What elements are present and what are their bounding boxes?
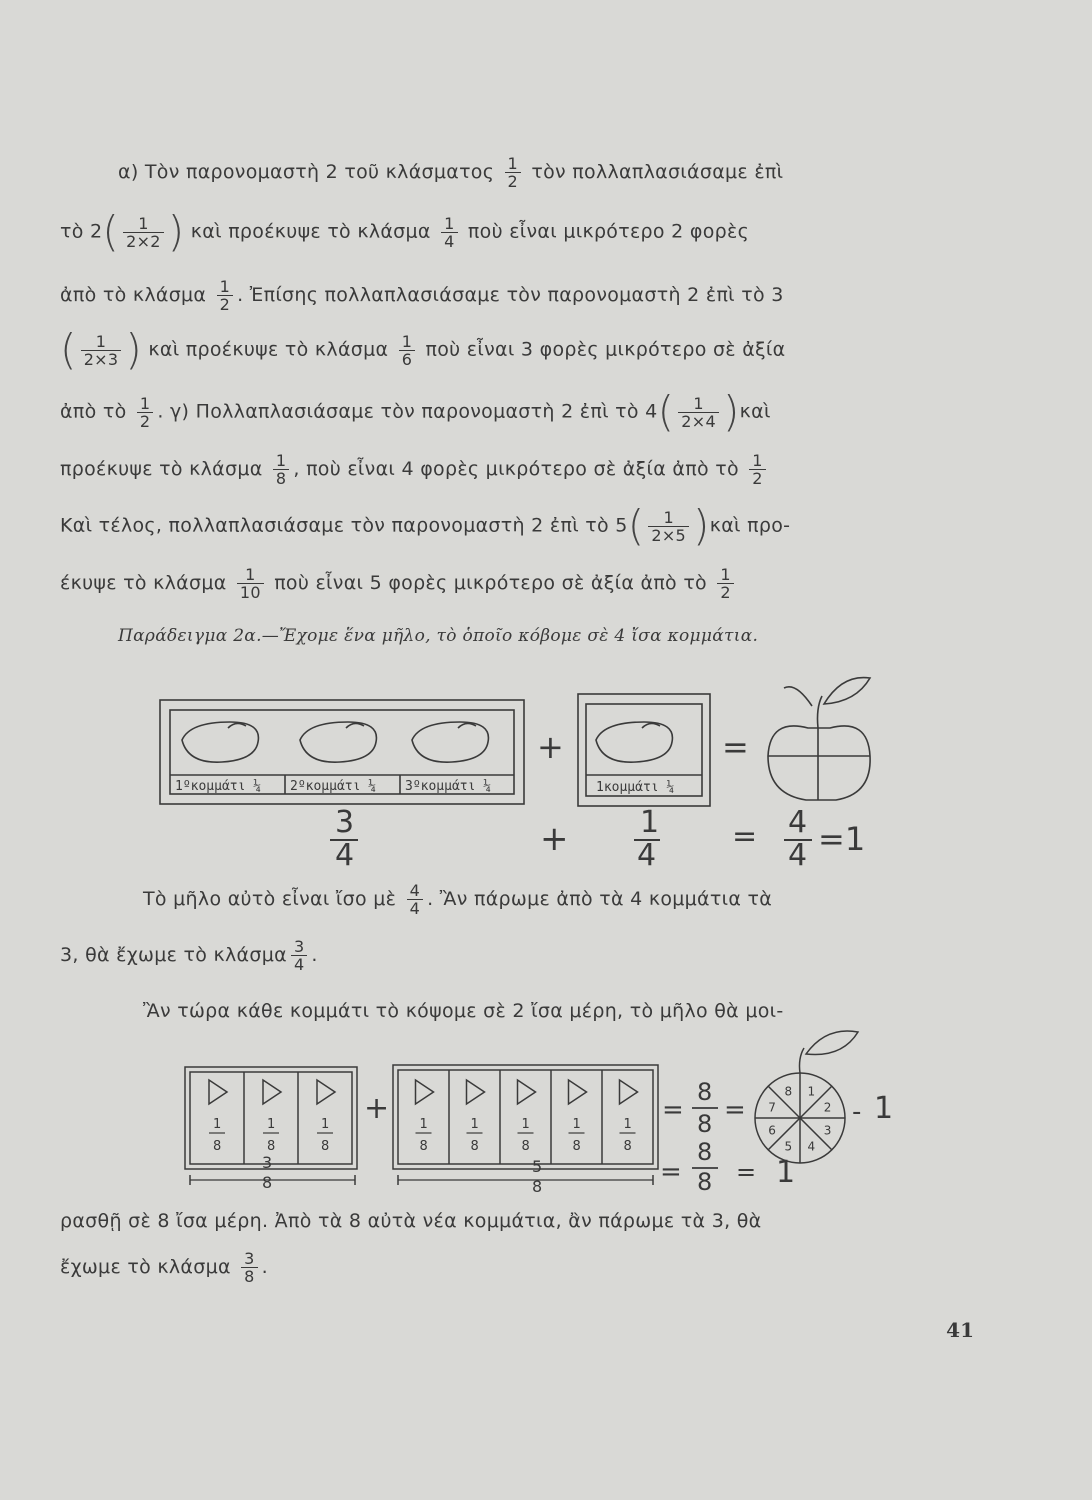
text-segment: ποὺ εἶναι 5 φορὲς μικρότερο σὲ ἀξία ἀπὸ τὸ [274, 572, 707, 594]
apple-slice-icon [518, 1080, 536, 1104]
fraction [137, 395, 153, 430]
text-segment: . γ) Πολλαπλασιάσαμε τὸν παρονομαστὴ 2 ἐπὶ τὸ 4 [157, 400, 658, 423]
denominator: 8 [241, 1267, 257, 1285]
fraction [678, 395, 719, 430]
para-c-line-2 [60, 1250, 980, 1285]
paren-close: ) [693, 501, 710, 550]
text-segment: έκυψε τὸ κλάσμα [60, 572, 227, 594]
denominator: 2 [137, 412, 153, 430]
equals-sign: = [736, 1158, 757, 1186]
equals-sign: = [662, 1095, 684, 1125]
slice-denominator: 8 [419, 1139, 428, 1154]
text-segment: Καὶ τέλος, πολλαπλασιάσαμε τὸν παρονομαστὴ 2 ἐπὶ τὸ 5 [60, 514, 628, 537]
fraction-denominator: 8 [697, 1168, 713, 1195]
octant-number: 6 [768, 1123, 776, 1138]
paren-open: ( [60, 325, 77, 374]
text-segment: ἀπὸ τὸ κλάσμα [60, 284, 207, 306]
para-a-line-5 [60, 387, 980, 436]
denominator: 2×5 [648, 526, 689, 544]
text-segment: καὶ προέκυψε τὸ κλάσμα [148, 338, 389, 361]
fraction-numerator: 3 [335, 805, 355, 840]
paren-open: ( [102, 207, 120, 256]
para-b-line-1 [143, 882, 1063, 917]
example-label: Παράδειγμα 2α.— [118, 626, 280, 646]
text-segment: 3, θὰ ἔχωμε τὸ κλάσμα [60, 944, 287, 966]
para-a-line-2 [60, 207, 980, 256]
text-segment: προέκυψε τὸ κλάσμα [60, 458, 263, 480]
fraction-denominator: 4 [637, 838, 657, 870]
apple-slice-icon [467, 1080, 485, 1104]
para-a-line-3 [60, 278, 980, 313]
text-segment: . Ἂν πάρωμε ἀπὸ τὰ 4 κομμάτια τὰ [427, 888, 773, 910]
apple-slice-icon [569, 1080, 587, 1104]
bracket-label-numerator: 5 [532, 1157, 543, 1176]
fraction-denominator: 4 [335, 838, 355, 870]
denominator: 2 [505, 172, 521, 190]
whole-apple-icon [768, 678, 870, 800]
text-segment: Ἂν τώρα κάθε κομμάτι τὸ κόψομε σὲ 2 ἴσα μέρη, τὸ μῆλο θὰ μοι- [143, 1000, 784, 1022]
fraction [399, 333, 415, 368]
text-segment: καὶ προ- [709, 514, 791, 537]
slice-denominator: 8 [572, 1139, 581, 1154]
piece-label: 3ºκομμάτι ¼ [405, 779, 492, 794]
apple-quarter-icon [182, 722, 258, 762]
denominator: 4 [407, 899, 423, 917]
fraction [648, 509, 689, 544]
text-segment: . Ἐπίσης πολλαπλασιάσαμε τὸν παρονομαστὴ 2 ἐπὶ τὸ 3 [237, 284, 784, 306]
denominator: 4 [441, 232, 457, 250]
text-segment: ρασθῇ σὲ 8 ἴσα μέρη. Ἀπὸ τὰ 8 αὐτὰ νέα κομμάτια, ἂν πάρωμε τὰ 3, θὰ [60, 1210, 762, 1232]
denominator: 2×2 [123, 232, 164, 250]
text-segment: ἀπὸ τὸ [60, 400, 127, 423]
numerator: 1 [245, 565, 256, 584]
slice-numerator: 1 [572, 1117, 581, 1132]
slice-numerator: 1 [623, 1117, 632, 1132]
numerator: 3 [293, 937, 305, 956]
text-segment: καὶ προέκυψε τὸ κλάσμα [190, 220, 431, 243]
fraction-numerator: 4 [788, 805, 808, 840]
result-one: 1 [874, 1091, 894, 1126]
text-segment: , ποὺ εἶναι 4 φορὲς μικρότερο σὲ ἀξία ἀπὸ τὸ [293, 458, 739, 480]
slice-numerator: 1 [419, 1117, 428, 1132]
paren-close: ) [722, 387, 740, 436]
fraction [505, 155, 521, 190]
slice-numerator: 1 [321, 1117, 330, 1132]
fraction [81, 333, 122, 368]
text-segment: καὶ [739, 400, 771, 423]
plus-sign: + [537, 728, 564, 766]
text-segment: Τὸ μῆλο αὐτὸ εἶναι ἴσο μὲ [143, 888, 397, 910]
fraction [407, 882, 423, 917]
text-segment: τὸν πολλαπλασιάσαμε ἐπὶ [531, 161, 784, 183]
numerator: 1 [693, 393, 704, 413]
para-b-line-2 [60, 938, 980, 973]
slice-denominator: 8 [321, 1139, 330, 1154]
numerator: 4 [409, 881, 421, 900]
denominator: 2 [217, 295, 233, 313]
paren-close: ) [167, 207, 185, 256]
octant-number: 7 [768, 1100, 776, 1115]
bracket-label-denominator: 8 [532, 1177, 543, 1195]
denominator: 10 [237, 583, 264, 601]
denominator: 8 [273, 469, 289, 487]
text-segment: ποὺ εἶναι μικρότερο 2 φορὲς [467, 220, 750, 243]
numerator: 1 [752, 451, 763, 470]
slice-numerator: 1 [521, 1117, 530, 1132]
piece-label: 2ºκομμάτι ¼ [290, 779, 377, 794]
numerator: 1 [139, 393, 151, 413]
fraction [291, 938, 307, 973]
fraction-numerator: 1 [640, 805, 660, 840]
piece-label: 1ºκομμάτι ¼ [175, 779, 262, 794]
numerator: 3 [244, 1249, 255, 1268]
numerator: 1 [138, 213, 149, 233]
para-a-line-1 [118, 155, 1038, 190]
denominator: 6 [399, 350, 415, 368]
denominator: 2×4 [678, 412, 719, 430]
page-number: 41 [946, 1318, 974, 1342]
fraction [441, 215, 457, 250]
slice-numerator: 1 [267, 1117, 276, 1132]
paren-close: ) [125, 325, 143, 374]
piece-label: 1κομμάτι ¼ [596, 780, 675, 795]
slice-denominator: 8 [623, 1139, 632, 1154]
apple-quarter-icon [412, 722, 488, 762]
text-segment: τὸ 2 [60, 220, 103, 243]
numerator: 1 [507, 154, 519, 173]
text-segment: . [311, 944, 318, 966]
numerator: 1 [401, 331, 413, 351]
fraction-numerator: 8 [697, 1138, 713, 1166]
slice-denominator: 8 [213, 1139, 222, 1154]
paren-open: ( [657, 387, 675, 436]
apple-slice-icon [209, 1080, 227, 1104]
slice-numerator: 1 [470, 1117, 479, 1132]
denominator: 2 [717, 583, 733, 601]
octant-number: 4 [807, 1139, 816, 1154]
numerator: 1 [663, 507, 674, 527]
numerator: 1 [95, 331, 107, 351]
text-segment: ἔχωμε τὸ κλάσμα [60, 1256, 231, 1278]
octant-number: 5 [784, 1139, 793, 1154]
fraction-denominator: 8 [697, 1110, 713, 1138]
apple-quarter-icon [596, 722, 672, 762]
example-heading [118, 626, 1038, 646]
equals-sign: = [724, 1095, 746, 1125]
octant-number: 3 [823, 1123, 832, 1138]
fraction [749, 452, 765, 487]
octant-number: 1 [807, 1084, 816, 1099]
example-text: Ἔχομε ἕνα μῆλο, τὸ ὁποῖο κόβομε σὲ 4 ἴσα κομμάτια. [279, 626, 759, 646]
numerator: 1 [219, 277, 231, 296]
apple-slice-icon [620, 1080, 638, 1104]
denominator: 2×3 [81, 350, 122, 368]
bracket-label-numerator: 3 [262, 1153, 273, 1172]
denominator: 2 [749, 469, 765, 487]
equals-sign: = [722, 728, 749, 766]
octant-number: 8 [784, 1084, 793, 1099]
fraction [717, 566, 733, 601]
apple-quarters-figure [0, 660, 1092, 870]
equals-sign: = [732, 819, 758, 854]
numerator: 1 [720, 565, 731, 584]
numerator: 1 [275, 451, 287, 470]
slice-denominator: 8 [267, 1139, 276, 1154]
plus-sign: + [540, 819, 569, 859]
slice-denominator: 8 [521, 1139, 530, 1154]
fraction-numerator: 8 [697, 1078, 713, 1106]
bracket-label-denominator: 8 [262, 1173, 273, 1192]
para-a-line-6 [60, 452, 980, 487]
text-segment: α) Τὸν παρονομαστὴ 2 τοῦ κλάσματος [118, 161, 495, 183]
slice-denominator: 8 [470, 1139, 479, 1154]
para-b-line-3 [143, 1000, 1063, 1022]
fraction [241, 1250, 257, 1285]
fraction-denominator: 4 [788, 838, 808, 870]
numerator: 1 [444, 213, 455, 233]
paren-open: ( [627, 501, 645, 550]
apple-slice-icon [317, 1080, 335, 1104]
para-a-line-7 [60, 501, 980, 550]
result-one: 1 [776, 1155, 796, 1190]
slice-numerator: 1 [213, 1117, 222, 1132]
apple-slice-icon [263, 1080, 281, 1104]
para-a-line-8 [60, 566, 980, 601]
fraction [237, 566, 264, 601]
equals-sign: = [660, 1157, 682, 1187]
plus-sign: + [364, 1091, 390, 1126]
text-segment: . [261, 1256, 268, 1278]
apple-eighths-figure [0, 1030, 1092, 1195]
para-c-line-1 [60, 1210, 980, 1232]
fraction [123, 215, 164, 250]
octant-number: 2 [823, 1100, 832, 1115]
equals-one: =1 [818, 820, 866, 858]
apple-slice-icon [416, 1080, 434, 1104]
dash-sign: - [852, 1097, 862, 1127]
fraction [273, 452, 289, 487]
apple-quarter-icon [300, 722, 376, 762]
para-a-line-4 [60, 325, 980, 374]
fraction [217, 278, 233, 313]
text-segment: ποὺ εἶναι 3 φορὲς μικρότερο σὲ ἀξία [425, 338, 786, 361]
denominator: 4 [291, 955, 307, 973]
